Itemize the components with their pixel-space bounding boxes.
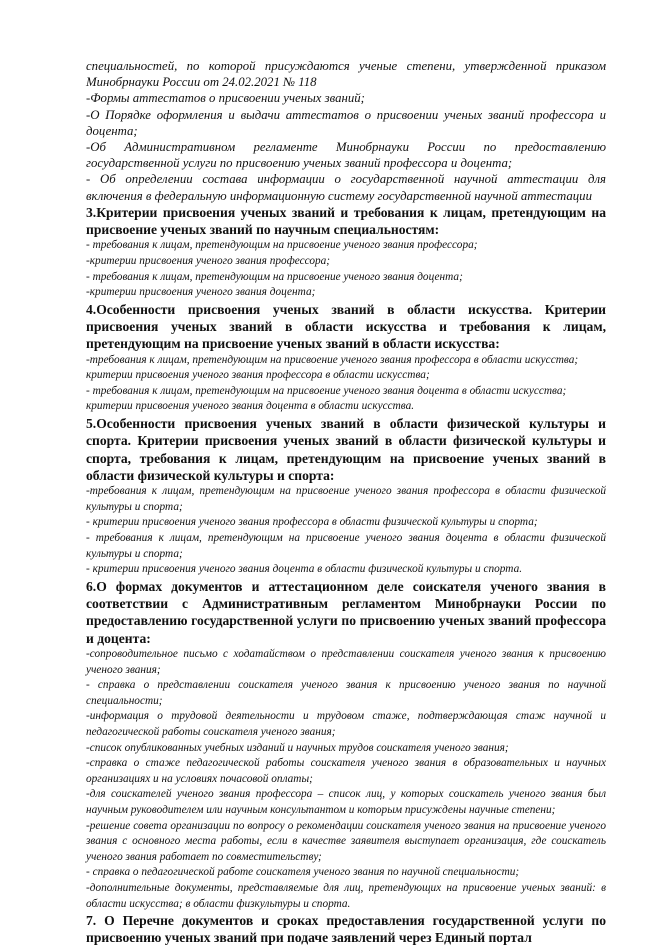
section-5-item: -требования к лицам, претендующим на присвоение ученого звания профессора в области физической культуры и спорта;: [86, 485, 606, 513]
section-6-item: -дополнительные документы, представляемые для лиц, претендующих на присвоение ученых званий: в области искусства; в области физкультуры и спорта.: [86, 881, 606, 910]
section-3-item: -критерии присвоения ученого звания доцента;: [86, 286, 316, 299]
section-6-item: -решение совета организации по вопросу о рекомендации соискателя ученого звания на присвоение ученого звания с основного места работы, если в качестве заявителя выступает организация, где соискатель ученого звания работает по совместительству;: [86, 819, 606, 863]
section-4-item: критерии присвоения ученого звания доцента в области искусства.: [86, 400, 415, 413]
section-3-item: - требования к лицам, претендующим на присвоение ученого звания профессора;: [86, 239, 478, 252]
section-6-item: - справка о представлении соискателя ученого звания к присвоению ученого звания по научной специальности;: [86, 679, 606, 707]
section-4-item: критерии присвоения ученого звания профессора в области искусства;: [86, 369, 430, 382]
section-5: [86, 415, 606, 578]
intro-line: -Формы аттестатов о присвоении ученых званий;: [86, 91, 365, 106]
intro-block: [86, 58, 606, 204]
section-6-item: - справка о педагогической работе соискателя ученого звания по научной специальности;: [86, 866, 520, 879]
section-4-heading: 4.Особенности присвоения ученых званий в области искусства. Критерии присвоения ученых званий в области искусства и требования к лицам, претендующим на присвоение ученых званий в области искусства:: [86, 301, 606, 352]
section-6: [86, 578, 606, 912]
section-7: [86, 912, 606, 947]
section-6-heading: 6.О формах документов и аттестационном деле соискателя ученого звания в соответствии с Административным регламентом Минобрнауки России по предоставлению государственной услуги по присвоению ученых званий профессора и доцента:: [86, 578, 606, 646]
intro-line: - Об определении состава информации о государственной научной аттестации для включения в федеральную информационную систему государственной научной аттестации: [86, 172, 606, 203]
section-7-heading: 7. О Перечне документов и сроках предоставления государственной услуги по присвоению ученых званий при подаче заявлений через Единый портал: [86, 913, 606, 946]
section-6-item: -справка о стаже педагогической работы соискателя ученого звания в образовательных и научных организациях и на условиях почасовой оплаты;: [86, 757, 606, 785]
section-3-number: 3: [86, 204, 93, 220]
section-3: [86, 204, 606, 301]
section-5-item: - критерии присвоения ученого звания профессора в области физической культуры и спорта;: [86, 516, 538, 529]
document-page: [86, 58, 606, 947]
section-3-heading: [86, 204, 606, 239]
section-5-heading: 5.Особенности присвоения ученых званий в области физической культуры и спорта. Критерии присвоения ученых званий в области физической культуры и спорта, требования к лицам, претендующим на присвоение ученых званий в области физической культуры и спорта:: [86, 416, 606, 483]
section-6-item: -информация о трудовой деятельности и трудовом стаже, подтверждающая стаж научной и педагогической работы соискателя ученого звания;: [86, 710, 606, 738]
intro-line: -Об Административном регламенте Минобрнауки России по предоставлению государственной услуги по присвоению ученых званий профессора и доцента;: [86, 140, 606, 171]
intro-line: -О Порядке оформления и выдачи аттестатов о присвоении ученых званий профессора и доцента;: [86, 107, 606, 138]
section-6-item: -сопроводительное письмо с ходатайством о представлении соискателя ученого звания к присвоению ученого звания;: [86, 648, 606, 676]
section-4-item: - требования к лицам, претендующим на присвоение ученого звания доцента в области искусства;: [86, 384, 567, 397]
section-6-item: -для соискателей ученого звания профессора – список лиц, у которых соискатель ученого звания был научным руководителем или научным консультантом и которым присуждены научные степени;: [86, 788, 606, 816]
section-5-item: - требования к лицам, претендующим на присвоение ученого звания доцента в области физической культуры и спорта;: [86, 532, 606, 560]
section-6-item: -список опубликованных учебных изданий и научных трудов соискателя ученого звания;: [86, 741, 509, 754]
section-5-item: - критерии присвоения ученого звания доцента в области физической культуры и спорта.: [86, 563, 523, 576]
section-3-item: - требования к лицам, претендующим на присвоение ученого звания доцента;: [86, 270, 463, 283]
section-3-item: -критерии присвоения ученого звания профессора;: [86, 255, 331, 268]
section-4: [86, 301, 606, 415]
section-4-item: -требования к лицам, претендующим на присвоение ученого звания профессора в области искусства;: [86, 353, 579, 366]
section-3-title: .Критерии присвоения ученых званий и требования к лицам, претендующим на присвоение ученых званий по научным специальностям:: [86, 204, 606, 238]
intro-line: специальностей, по которой присуждаются ученые степени, утвержденной приказом Минобрнауки России от 24.02.2021 № 118: [86, 59, 606, 90]
